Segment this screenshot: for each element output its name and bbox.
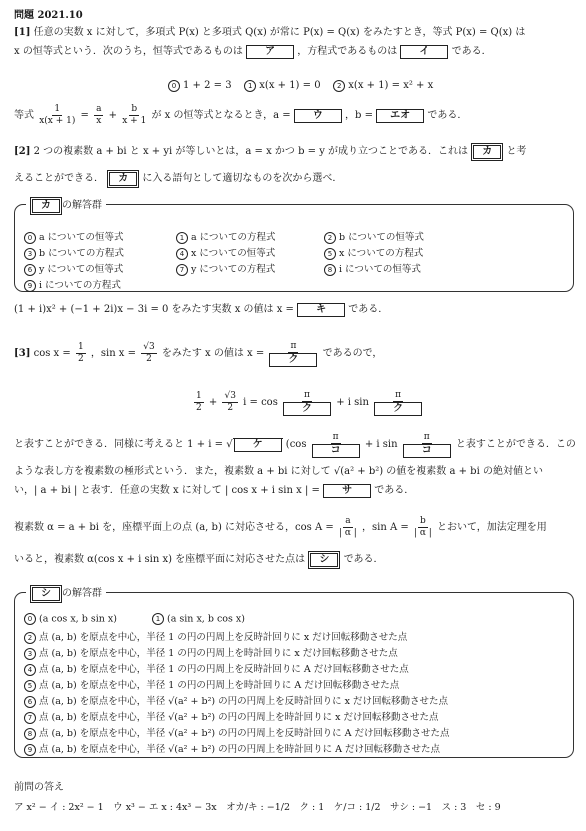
frac-num: √3 <box>224 391 236 401</box>
option-number: 3 <box>24 248 36 260</box>
option-number: 6 <box>24 264 36 276</box>
option-number: 3 <box>24 648 36 660</box>
frac-num: b <box>419 516 426 526</box>
frac-den: | α | <box>338 528 357 538</box>
frac-num: √3 <box>143 342 155 352</box>
option-number: 1 <box>152 613 164 625</box>
group-box-ka <box>30 197 62 215</box>
q1-text2c: である． <box>451 46 492 57</box>
option-text: x についての方程式 <box>339 248 424 259</box>
fraction-lhs <box>39 104 75 127</box>
fraction-a <box>94 104 103 127</box>
page-title: 問題 2021.10 <box>14 10 83 21</box>
group-box-shi <box>30 585 62 603</box>
q2-line2 <box>14 170 576 188</box>
q2-tag: [2] <box>14 146 31 157</box>
option-shi-0[interactable] <box>24 613 117 625</box>
answer-group-shi-title <box>26 584 106 603</box>
q3-text: + i sin <box>336 397 369 408</box>
option-ka-4[interactable] <box>176 245 275 260</box>
answer-box-ko[interactable]: コ <box>312 444 360 458</box>
q2-eq-end: である． <box>348 304 389 315</box>
ref-box-ka <box>107 170 139 188</box>
group-title-text: の解答群 <box>62 588 102 599</box>
eq-text: が x の恒等式となるとき，a = <box>151 110 291 121</box>
choice-number: 2 <box>333 80 345 92</box>
option-text: 点 (a, b) を原点を中心，半径 √(a² + b²) の円の円周上を反時計回りに A だけ回転移動させた点 <box>39 728 450 739</box>
q1-text1: 任意の実数 x に対して，多項式 P(x) と多項式 Q(x) が常に P(x) = Q(x) をみたすとき，等式 P(x) = Q(x) は <box>33 27 526 38</box>
fraction-a-alpha <box>339 516 357 539</box>
q2-text1a: 2 つの複素数 a + bi と x + yi が等しいとは，a = x かつ b = y が成り立つことである．これは <box>33 146 469 157</box>
frac-den: x + 1 <box>122 116 147 126</box>
frac-den: 2 <box>196 403 202 413</box>
option-number: 2 <box>324 232 336 244</box>
fraction-half <box>194 391 204 414</box>
q2-text2a: えることができる． <box>14 173 104 184</box>
q3-text: をみたす x の値は x = <box>161 348 265 359</box>
box-label: カ <box>109 172 137 186</box>
q3-line6 <box>14 514 576 542</box>
fraction-sqrt3-half <box>141 342 156 365</box>
q3-text: ，sin A = <box>362 522 409 533</box>
q1-text2a: x の恒等式という．次のうち，恒等式であるものは <box>14 46 243 57</box>
fraction-pi-ku <box>269 341 317 367</box>
answer-box-eo[interactable]: エオ <box>376 109 424 123</box>
option-number: 4 <box>176 248 188 260</box>
option-number: 5 <box>324 248 336 260</box>
option-number: 9 <box>24 280 36 292</box>
option-shi-5[interactable] <box>24 677 399 692</box>
q1-line2 <box>14 45 576 59</box>
q2-line1 <box>14 143 576 161</box>
answer-box-shi[interactable] <box>308 551 340 569</box>
q3-line3: と表すことができる．同様に考えると 1 + i = √ ケ (cos $\frac{\pi}{\text{コ}}$ + i sin $\frac{\pi}{\text{コ}}$ と表すことができる．この <box>14 431 576 456</box>
option-text: (a sin x, b cos x) <box>167 613 245 625</box>
q3-text: cos x = <box>33 348 71 359</box>
frac-num: π <box>423 431 430 442</box>
option-text: 点 (a, b) を原点を中心，半径 1 の円の円周上を時計回りに A だけ回転移動させた点 <box>39 680 400 691</box>
frac-num: π <box>395 389 402 400</box>
q3-text: 複素数 α = a + bi を，座標平面上の点 (a, b) に対応させる，cos A = <box>14 522 334 533</box>
choice-1: x(x + 1) = 0 <box>259 80 321 91</box>
frac-num: π <box>290 340 297 351</box>
option-ka-5[interactable] <box>324 245 423 260</box>
box-label: カ <box>32 199 60 213</box>
answer-box-ku[interactable]: ク <box>269 353 317 367</box>
option-shi-2[interactable] <box>24 629 407 644</box>
box-label: シ <box>310 553 338 567</box>
option-number: 7 <box>176 264 188 276</box>
q1-line1 <box>14 26 576 40</box>
q3-text: とおいて，加法定理を用 <box>436 522 547 533</box>
frac-den: x <box>96 116 102 126</box>
option-text: i についての恒等式 <box>339 264 421 275</box>
q2-text1b: と考 <box>506 146 527 157</box>
fraction-pi-ko <box>312 432 360 458</box>
answer-box-a[interactable]: ア <box>246 45 294 59</box>
option-shi-1[interactable] <box>152 613 245 625</box>
option-text: x についての恒等式 <box>191 248 276 259</box>
q2-eq-line <box>14 303 576 317</box>
option-shi-9[interactable] <box>24 741 440 756</box>
frac-den: 2 <box>227 403 234 413</box>
option-text: 点 (a, b) を原点を中心，半径 1 の円の円周上を反時計回りに x だけ回転移動させた点 <box>39 632 408 643</box>
option-text: 点 (a, b) を原点を中心，半径 √(a² + b²) の円の円周上を反時計回りに x だけ回転移動させた点 <box>39 696 449 707</box>
frac-num: a <box>345 516 351 526</box>
eq-text2: ，b = <box>345 110 373 121</box>
option-number: 7 <box>24 712 36 724</box>
frac-num: 1 <box>77 342 84 352</box>
q3-text: であるので， <box>322 348 383 359</box>
q3-text: である． <box>374 485 415 496</box>
q3-text: である． <box>343 554 384 565</box>
option-shi-3[interactable] <box>24 645 398 660</box>
q2-text2b: に入る語句として適切なものを次から選べ． <box>142 173 343 184</box>
option-number: 6 <box>24 696 36 708</box>
option-number: 5 <box>24 680 36 692</box>
option-ka-0[interactable] <box>24 229 124 244</box>
q3-line5 <box>14 484 576 498</box>
q3-line7 <box>14 551 576 569</box>
option-number: 0 <box>24 613 36 625</box>
eq-prefix: 等式 <box>14 110 34 121</box>
fraction-pi-ku <box>283 390 331 416</box>
option-text: i についての方程式 <box>39 280 121 291</box>
option-shi-7[interactable] <box>24 709 439 724</box>
q3-text: いると，複素数 α(cos x + i sin x) を座標平面に対応させた点は <box>14 554 306 565</box>
q3-text: い，| a + bi | と表す．任意の実数 x に対して | cos x + i sin x | = <box>14 485 320 496</box>
box-label: カ <box>473 145 501 159</box>
q3-text: (cos <box>285 439 307 450</box>
option-text: a についての恒等式 <box>39 232 124 243</box>
option-text: (a cos x, b sin x) <box>39 613 117 625</box>
answer-box-i[interactable]: イ <box>400 45 448 59</box>
option-text: y についての恒等式 <box>39 264 124 275</box>
option-ka-2[interactable] <box>324 229 424 244</box>
frac-num: a <box>96 104 102 114</box>
q3-text: ，sin x = <box>90 348 137 359</box>
frac-den: 2 <box>146 354 152 364</box>
option-ka-8[interactable] <box>324 261 421 276</box>
option-ka-7[interactable] <box>176 261 275 276</box>
q3-text: と表すことができる．この <box>455 439 576 450</box>
option-text: b についての恒等式 <box>339 232 424 243</box>
answer-box-ke[interactable]: ケ <box>234 438 282 452</box>
answer-box-ku[interactable]: ク <box>283 402 331 416</box>
fraction-b-alpha <box>414 516 432 539</box>
q1-text2b: ，方程式であるものは <box>297 46 398 57</box>
option-text: a についての方程式 <box>191 232 276 243</box>
answer-box-ku[interactable]: ク <box>374 402 422 416</box>
option-text: 点 (a, b) を原点を中心，半径 1 の円の円周上を時計回りに x だけ回転移動させた点 <box>39 648 398 659</box>
answer-group-ka-title <box>26 196 106 215</box>
option-text: 点 (a, b) を原点を中心，半径 1 の円の円周上を反時計回りに A だけ回転移動させた点 <box>39 664 409 675</box>
frac-den: | α | <box>413 528 432 538</box>
q3-text: i = cos <box>243 397 278 408</box>
box-label: シ <box>32 587 60 601</box>
frac-num: b <box>131 104 138 114</box>
answers-text: ア x² − イ : 2x² − 1 ウ x³ − エ x : 4x³ − 3x オカ/キ : −1/2 ク : 1 ケ/コ : 1/2 サシ : −1 ス : 3 セ : 9 <box>14 802 501 813</box>
answer-box-ki[interactable]: キ <box>297 303 345 317</box>
choice-0: 1 + 2 = 3 <box>183 80 232 91</box>
answers-heading-text: 前問の答え <box>14 782 64 793</box>
answer-box-ka[interactable] <box>471 143 503 161</box>
answer-box-ko[interactable]: コ <box>403 444 451 458</box>
q2-eq-text: (1 + i)x² + (−1 + 2i)x − 3i = 0 をみたす実数 x の値は x = <box>14 304 294 315</box>
option-shi-6[interactable] <box>24 693 448 708</box>
option-text: b についての方程式 <box>39 248 124 259</box>
option-number: 0 <box>24 232 36 244</box>
q1-choices <box>168 79 576 93</box>
fraction-b <box>122 104 146 127</box>
choice-2: x(x + 1) = x² + x <box>348 80 434 91</box>
option-ka-6[interactable] <box>24 261 123 276</box>
q1-equation-line: 等式 $\frac{1}{x(x + 1)}$ = $\frac{a}{x}$ + $\frac{b}{x + 1}$ が x の恒等式となるとき，a = ウ ，b = エオ である． <box>14 104 468 126</box>
answers-line <box>14 801 576 815</box>
q3-line2: $\frac{1}{2}$ + $\frac{√3}{2}$ i = cos $\frac{\pi}{\text{ク}}$ + i sin $\frac{\pi}{\text{ク}}$ <box>192 388 576 418</box>
q3-line4 <box>14 465 576 479</box>
choice-number: 0 <box>168 80 180 92</box>
option-shi-4[interactable] <box>24 661 409 676</box>
option-number: 8 <box>24 728 36 740</box>
fraction-pi-ko <box>403 432 451 458</box>
frac-num: π <box>332 431 339 442</box>
frac-num: π <box>304 389 310 400</box>
group-title-text: の解答群 <box>62 200 102 211</box>
q3-tag: [3] <box>14 348 31 359</box>
option-number: 1 <box>176 232 188 244</box>
frac-den: 2 <box>77 354 84 364</box>
answer-box-u[interactable]: ウ <box>294 109 342 123</box>
option-number: 8 <box>324 264 336 276</box>
q3-text: と表すことができる．同様に考えると 1 + i = <box>14 439 224 450</box>
q3-text: + i sin <box>364 439 398 450</box>
option-text: 点 (a, b) を原点を中心，半径 √(a² + b²) の円の円周上を時計回りに x だけ回転移動させた点 <box>39 712 439 723</box>
option-ka-3[interactable] <box>24 245 124 260</box>
option-shi-8[interactable] <box>24 725 450 740</box>
option-number: 9 <box>24 744 36 756</box>
frac-num: 1 <box>196 391 202 401</box>
option-ka-9[interactable] <box>24 277 121 292</box>
q3-text: ような表し方を複素数の極形式という．また，複素数 a + bi に対して √(a² + b²) の値を複素数 a + bi の絶対値とい <box>14 466 543 477</box>
fraction-sqrt3-half <box>222 391 237 414</box>
answers-heading <box>14 781 576 795</box>
choice-number: 1 <box>244 80 256 92</box>
fraction-pi-ku <box>374 390 422 416</box>
option-text: 点 (a, b) を原点を中心，半径 √(a² + b²) の円の円周上を時計回りに A だけ回転移動させた点 <box>39 744 441 755</box>
q1-tag: [1] <box>14 27 31 38</box>
option-number: 2 <box>24 632 36 644</box>
option-ka-1[interactable] <box>176 229 276 244</box>
frac-num: 1 <box>54 104 61 114</box>
q3-line1 <box>14 340 576 368</box>
option-text: y についての方程式 <box>191 264 276 275</box>
eq-text3: である． <box>427 110 468 121</box>
fraction-half <box>76 342 86 365</box>
frac-den: x(x + 1) <box>39 116 76 126</box>
answer-box-sa[interactable]: サ <box>323 484 371 498</box>
option-number: 4 <box>24 664 36 676</box>
